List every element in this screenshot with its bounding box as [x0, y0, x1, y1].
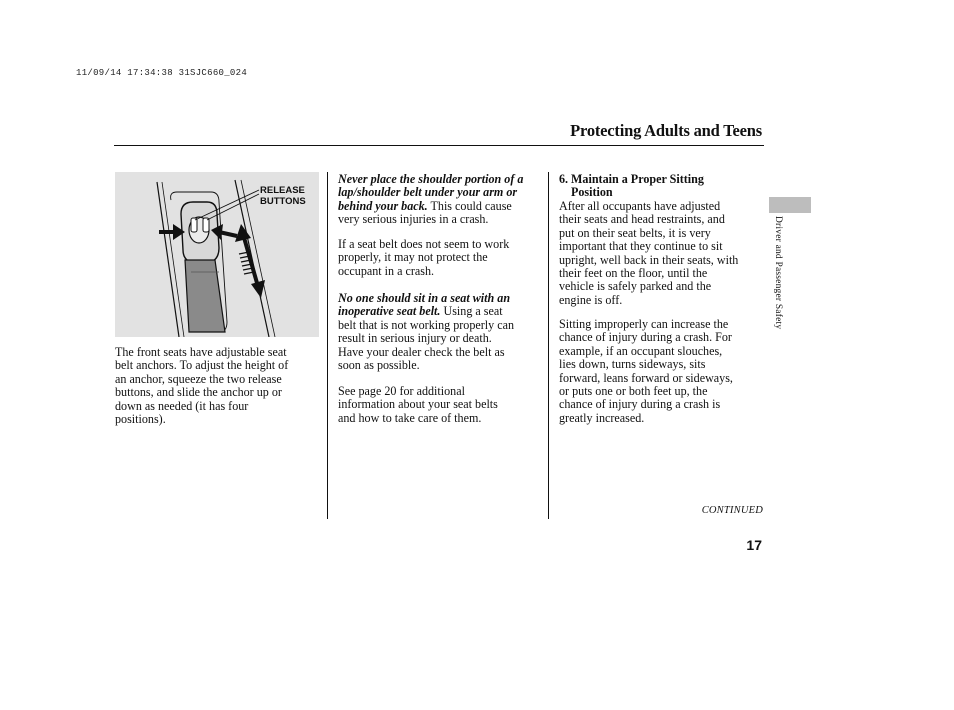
text-line: greatly increased.	[559, 410, 645, 425]
text-line: positions).	[115, 412, 166, 427]
section-tab-marker	[769, 197, 811, 213]
heading-text: Position	[571, 185, 613, 200]
text-line: This could cause	[427, 198, 512, 213]
text-line: occupant in a crash.	[338, 263, 435, 278]
text-line: upright, well back in their seats, with	[559, 252, 739, 267]
sitting-position-paragraph	[559, 200, 738, 307]
text-line: an anchor, squeeze the two release	[115, 371, 282, 386]
inoperative-belt-warning	[338, 292, 514, 372]
text-line: soon as possible.	[338, 358, 420, 373]
text-line: lies down, turns sideways, sits	[559, 357, 706, 372]
page-number: 17	[746, 537, 762, 553]
text-line: buttons, and slide the anchor up or	[115, 385, 282, 400]
release-buttons-label	[260, 186, 306, 207]
continued-label: CONTINUED	[701, 505, 763, 516]
text-line: put on their seat belts, it is very	[559, 225, 711, 240]
heading-number: 6.	[559, 172, 569, 186]
heading-text: Maintain a Proper Sitting	[571, 172, 704, 186]
anchor-adjust-paragraph	[115, 346, 288, 426]
text-line: belt that is not working properly can	[338, 317, 514, 332]
text-line: properly, it may not protect the	[338, 250, 488, 265]
text-line: See page 20 for additional	[338, 384, 465, 398]
text-line: After all occupants have adjusted	[559, 199, 721, 213]
text-line: Have your dealer check the belt as	[338, 344, 505, 359]
text-line: important that they continue to sit	[559, 239, 723, 254]
text-line: vehicle is safely parked and the	[559, 279, 712, 294]
seat-belt-anchor-figure	[115, 172, 319, 337]
label-line: BUTTONS	[260, 195, 306, 207]
text-line: engine is off.	[559, 292, 623, 307]
text-line: result in serious injury or death.	[338, 331, 492, 346]
text-line: down as needed (it has four	[115, 398, 249, 413]
text-line: belt anchors. To adjust the height of	[115, 358, 289, 373]
warning-text: inoperative seat belt.	[338, 304, 441, 319]
section-heading	[559, 173, 704, 200]
text-line: chance of injury during a crash. For	[559, 330, 732, 345]
title-rule	[114, 145, 764, 146]
sitting-improperly-paragraph	[559, 318, 733, 425]
text-line: example, if an occupant slouches,	[559, 343, 723, 358]
text-line: Using a seat	[440, 304, 503, 319]
warning-text: lap/shoulder belt under your arm or	[338, 185, 518, 200]
text-line: information about your seat belts	[338, 397, 498, 412]
warning-text: No one should sit in a seat with an	[338, 291, 511, 305]
column-divider-2	[548, 172, 549, 519]
text-line: and how to take care of them.	[338, 410, 482, 425]
warning-text: Never place the shoulder portion of a	[338, 172, 524, 186]
text-line: chance of injury during a crash is	[559, 397, 721, 412]
see-page-paragraph	[338, 385, 498, 425]
text-line: forward, leans forward or sideways,	[559, 370, 733, 385]
text-line: The front seats have adjustable seat	[115, 345, 287, 359]
column-divider-1	[327, 172, 328, 519]
text-line: Sitting improperly can increase the	[559, 317, 729, 331]
text-line: their feet on the floor, until the	[559, 266, 708, 281]
belt-not-working-paragraph	[338, 238, 509, 278]
section-side-label: Driver and Passenger Safety	[773, 216, 783, 330]
text-line: If a seat belt does not seem to work	[338, 237, 510, 251]
label-line: RELEASE	[260, 185, 305, 196]
page-title: Protecting Adults and Teens	[570, 121, 762, 140]
print-stamp: 11/09/14 17:34:38 31SJC660_024	[76, 68, 248, 78]
text-line: their seats and head restraints, and	[559, 212, 725, 227]
text-line: or puts one or both feet up, the	[559, 384, 708, 399]
shoulder-belt-warning	[338, 173, 523, 227]
text-line: very serious injuries in a crash.	[338, 212, 489, 227]
warning-text: behind your back.	[338, 198, 428, 213]
